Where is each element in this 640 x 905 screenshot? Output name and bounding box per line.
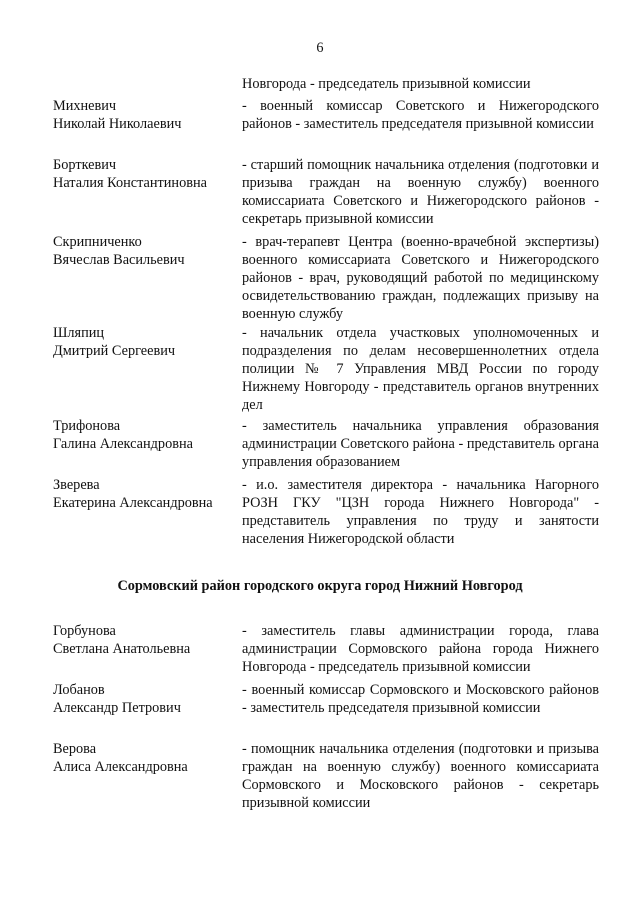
- member-role: - помощник начальника отделения (подготовки и призыва граждан на военную службу) военного комиссариата Сормовского и Московского районов - секретарь призывной комиссии: [242, 741, 599, 811]
- member-given-name: Галина Александровна: [53, 436, 193, 452]
- member-role: - заместитель главы администрации города, глава администрации Сормовского района города Нижнего Новгорода - председатель призывной комиссии: [242, 623, 599, 675]
- section-heading: Сормовский район городского округа город Нижний Новгород: [117, 578, 523, 594]
- member-role: - врач-терапевт Центра (военно-врачебной экспертизы) военного комиссариата Советского и Нижегородского районов - врач, руководящий работой по медицинскому освидетельствованию граждан, подлежащих призыву на военную службу: [242, 234, 599, 322]
- member-surname: Михневич: [53, 98, 117, 114]
- member-given-name: Вячеслав Васильевич: [53, 252, 185, 268]
- member-surname: Зверева: [53, 477, 100, 493]
- member-name: [53, 97, 233, 133]
- member-given-name: Светлана Анатольевна: [53, 641, 191, 657]
- member-name: [53, 476, 233, 512]
- member-given-name: Алиса Александровна: [53, 759, 188, 775]
- member-role: - начальник отдела участковых уполномоченных и подразделения по делам несовершеннолетних отдела полиции № 7 Управления МВД России по городу Нижнему Новгороду - представитель органов внутренних дел: [242, 325, 599, 413]
- member-role: - военный комиссар Советского и Нижегородского районов - заместитель председателя призывной комиссии: [242, 98, 599, 132]
- member-role: - заместитель начальника управления образования администрации Советского района - представитель органа управления образованием: [242, 418, 599, 470]
- member-role: - старший помощник начальника отделения (подготовки и призыва граждан на военную службу) военного комиссариата Советского и Нижегородского районов - секретарь призывной комиссии: [242, 157, 599, 227]
- continuation-line: Новгорода - председатель призывной комиссии: [242, 76, 531, 92]
- member-role: - военный комиссар Сормовского и Московского районов - заместитель председателя призывной комиссии: [242, 682, 599, 716]
- member-name: [53, 324, 233, 360]
- member-surname: Борткевич: [53, 157, 117, 173]
- member-name: [53, 417, 233, 453]
- member-surname: Трифонова: [53, 418, 121, 434]
- member-surname: Горбунова: [53, 623, 116, 639]
- member-name: [53, 740, 233, 776]
- member-name: [53, 156, 233, 192]
- member-name: [53, 681, 233, 717]
- page-number: 6: [316, 40, 324, 56]
- member-given-name: Дмитрий Сергеевич: [53, 343, 176, 359]
- member-surname: Верова: [53, 741, 97, 757]
- member-name: [53, 233, 233, 269]
- member-name: [53, 622, 233, 658]
- member-given-name: Наталия Константиновна: [53, 175, 207, 191]
- member-surname: Шляпиц: [53, 325, 105, 341]
- member-given-name: Александр Петрович: [53, 700, 181, 716]
- member-surname: Лобанов: [53, 682, 105, 698]
- member-role: - и.о. заместителя директора - начальника Нагорного РОЗН ГКУ "ЦЗН города Нижнего Новгорода" - представитель управления по труду и занятости населения Нижегородской области: [242, 477, 599, 547]
- member-given-name: Екатерина Александровна: [53, 495, 213, 511]
- member-surname: Скрипниченко: [53, 234, 142, 250]
- member-given-name: Николай Николаевич: [53, 116, 182, 132]
